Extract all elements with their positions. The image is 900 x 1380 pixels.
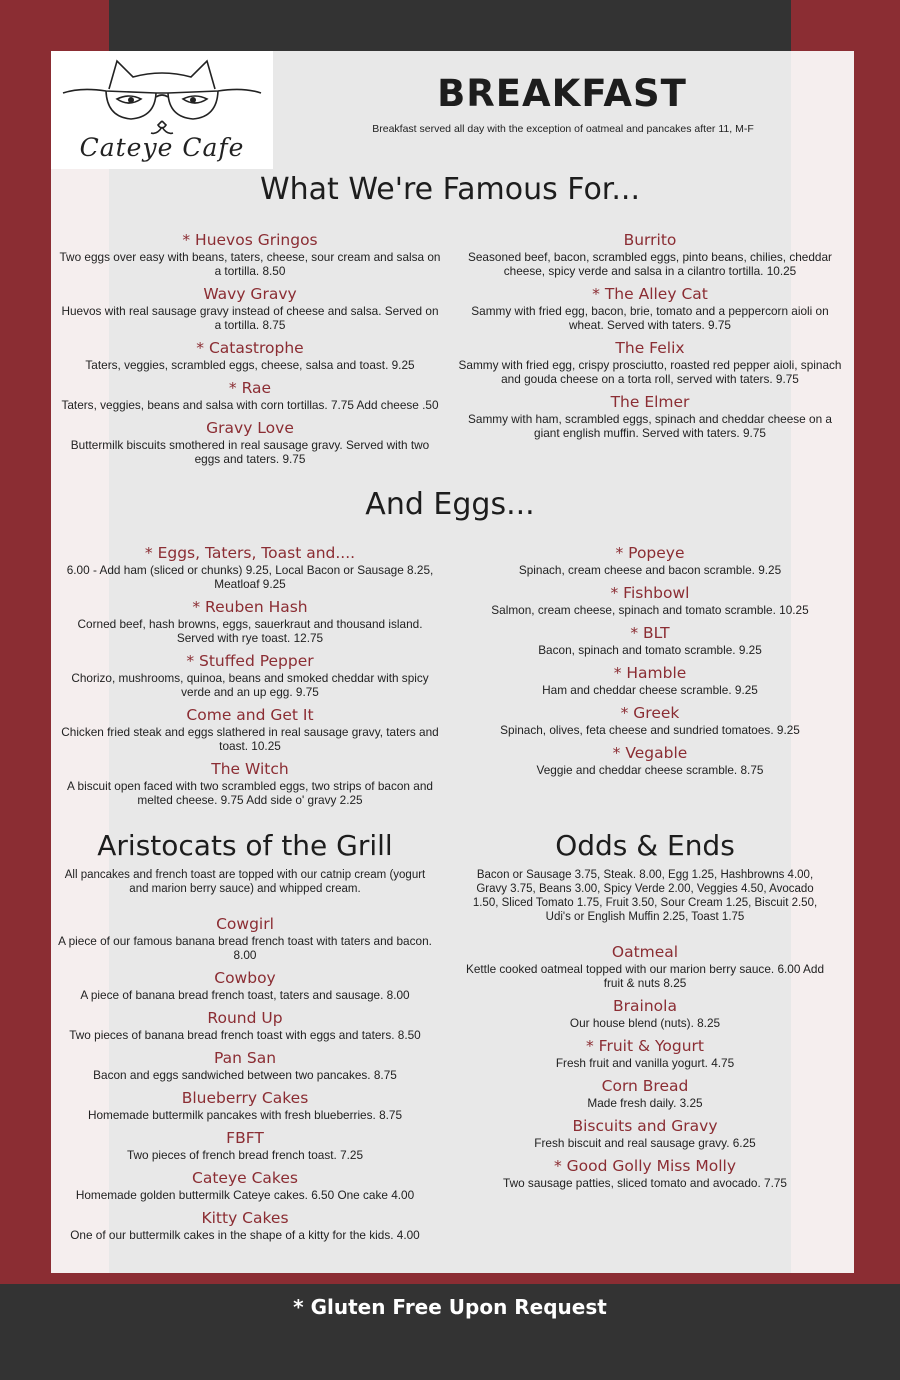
menu-item [458, 543, 842, 577]
item-description: Bacon, spinach and tomato scramble. 9.25 [538, 643, 762, 657]
item-description: Kettle cooked oatmeal topped with our marion berry sauce. 6.00 Add fruit & nuts 8.25 [465, 962, 825, 990]
item-name: Round Up [207, 1009, 283, 1027]
item-name: Burrito [623, 231, 677, 249]
item-name: * Hamble [613, 664, 687, 682]
cateye-cafe-logo [51, 51, 273, 169]
menu-item [58, 1088, 432, 1122]
menu-item [458, 1076, 832, 1110]
menu-item [458, 743, 842, 777]
famous-left-column [58, 230, 442, 472]
item-name: * The Alley Cat [592, 285, 708, 303]
item-description: Taters, veggies, beans and salsa with corn tortillas. 7.75 Add cheese .50 [61, 398, 439, 412]
menu-item [58, 1008, 432, 1042]
item-description: Veggie and cheddar cheese scramble. 8.75 [536, 763, 764, 777]
item-description: Our house blend (nuts). 8.25 [569, 1016, 721, 1030]
item-name: FBFT [226, 1129, 264, 1147]
item-description: Bacon and eggs sandwiched between two pancakes. 8.75 [93, 1068, 397, 1082]
item-name: The Elmer [610, 393, 690, 411]
item-description: Chicken fried steak and eggs slathered in real sausage gravy, taters and toast. 10.25 [61, 725, 439, 753]
item-name: Corn Bread [601, 1077, 689, 1095]
gluten-free-note: * Gluten Free Upon Request [293, 1295, 607, 1319]
item-name: * Good Golly Miss Molly [553, 1157, 737, 1175]
item-name: * Reuben Hash [192, 598, 308, 616]
item-name: Cateye Cakes [192, 1169, 298, 1187]
grill-column [58, 914, 432, 1248]
menu-item [458, 284, 842, 332]
item-description: A biscuit open faced with two scrambled eggs, two strips of bacon and melted cheese. 9.75 Add side o' gravy 2.25 [67, 779, 433, 807]
item-name: The Witch [211, 760, 289, 778]
item-name: Biscuits and Gravy [572, 1117, 718, 1135]
item-name: Blueberry Cakes [181, 1089, 309, 1107]
item-description: Made fresh daily. 3.25 [587, 1096, 703, 1110]
item-description: Corned beef, hash browns, eggs, sauerkraut and thousand island. Served with rye toast. 12.75 [77, 617, 423, 645]
item-name: * Fishbowl [610, 584, 690, 602]
page-subtitle: Breakfast served all day with the exception of oatmeal and pancakes after 11, M-F [372, 123, 754, 135]
menu-item [458, 623, 842, 657]
menu-item [58, 1208, 432, 1242]
item-description: Salmon, cream cheese, spinach and tomato scramble. 10.25 [491, 603, 809, 617]
item-description: One of our buttermilk cakes in the shape of a kitty for the kids. 4.00 [70, 1228, 420, 1242]
item-name: Come and Get It [186, 706, 314, 724]
item-name: * Eggs, Taters, Toast and.... [144, 544, 356, 562]
menu-item [58, 378, 442, 412]
menu-item [58, 418, 442, 466]
grill-heading: Aristocats of the Grill [97, 829, 393, 862]
logo-text: Cateye Cafe [79, 133, 245, 162]
item-description: Spinach, olives, feta cheese and sundried tomatoes. 9.25 [500, 723, 800, 737]
item-description: Ham and cheddar cheese scramble. 9.25 [542, 683, 758, 697]
eggs-heading: And Eggs... [365, 487, 535, 522]
item-description: A piece of our famous banana bread french toast with taters and bacon. 8.00 [58, 934, 432, 962]
menu-item [58, 338, 442, 372]
item-description: Two pieces of banana bread french toast with eggs and taters. 8.50 [69, 1028, 421, 1042]
odds-column [458, 942, 832, 1196]
item-name: Gravy Love [206, 419, 294, 437]
item-name: * Vegable [612, 744, 688, 762]
menu-item [58, 1128, 432, 1162]
item-name: * Huevos Gringos [182, 231, 318, 249]
item-description: Huevos with real sausage gravy instead of cheese and salsa. Served on a tortilla. 8.75 [61, 304, 439, 332]
item-name: Cowgirl [216, 915, 274, 933]
item-name: Pan San [213, 1049, 277, 1067]
item-name: * Catastrophe [196, 339, 304, 357]
item-description: Taters, veggies, scrambled eggs, cheese, salsa and toast. 9.25 [85, 358, 415, 372]
item-description: Two eggs over easy with beans, taters, cheese, sour cream and salsa on a tortilla. 8.50 [59, 250, 441, 278]
odds-heading: Odds & Ends [555, 829, 735, 862]
odds-note: Bacon or Sausage 3.75, Steak. 8.00, Egg 1.25, Hashbrowns 4.00, Gravy 3.75, Beans 3.00, Spicy Verde 2.00, Veggies 4.50, Avocado 1.50, Sliced Tomato 1.75, Fruit 3.50, Sour Cream 1.25, Biscuit 2.50, Udi's or English Muffin 2.25, Toast 1.75 [472, 869, 818, 923]
item-description: Sammy with fried egg, bacon, brie, tomato and a peppercorn aioli on wheat. Served with taters. 9.75 [471, 304, 829, 332]
menu-item [458, 583, 842, 617]
menu-item [58, 543, 442, 591]
famous-heading: What We're Famous For... [259, 172, 640, 207]
item-description: Homemade golden buttermilk Cateye cakes. 6.50 One cake 4.00 [75, 1188, 415, 1202]
item-description: Spinach, cream cheese and bacon scramble. 9.25 [518, 563, 782, 577]
item-description: Two sausage patties, sliced tomato and avocado. 7.75 [503, 1176, 787, 1190]
item-description: Sammy with fried egg, crispy prosciutto, roasted red pepper aioli, spinach and gouda cheese on a torta roll, served with taters. 9.75 [458, 358, 842, 386]
menu-item [458, 338, 842, 386]
menu-item [458, 996, 832, 1030]
cat-with-glasses-icon [51, 51, 273, 141]
item-description: Homemade buttermilk pancakes with fresh blueberries. 8.75 [87, 1108, 403, 1122]
menu-item [58, 1168, 432, 1202]
menu-item [58, 968, 432, 1002]
menu-item [458, 1036, 832, 1070]
menu-item [458, 942, 832, 990]
menu-item [58, 651, 442, 699]
menu-item [458, 392, 842, 440]
menu-item [58, 914, 432, 962]
menu-item [58, 705, 442, 753]
grill-note: All pancakes and french toast are topped with our catnip cream (yogurt and marion berry sauce) and whipped cream. [64, 869, 426, 895]
item-name: * Stuffed Pepper [186, 652, 314, 670]
item-description: Chorizo, mushrooms, quinoa, beans and smoked cheddar with spicy verde and an up egg. 9.75 [71, 671, 429, 699]
item-name: * BLT [630, 624, 670, 642]
menu-item [58, 230, 442, 278]
item-name: The Felix [615, 339, 685, 357]
menu-item [58, 597, 442, 645]
eggs-left-column [58, 543, 442, 813]
eggs-right-column [458, 543, 842, 783]
item-name: Oatmeal [611, 943, 679, 961]
item-description: Two pieces of french bread french toast. 7.25 [126, 1148, 364, 1162]
menu-item [58, 284, 442, 332]
item-description: Fresh fruit and vanilla yogurt. 4.75 [555, 1056, 735, 1070]
page-title: BREAKFAST [437, 72, 687, 115]
menu-item [58, 1048, 432, 1082]
famous-right-column [458, 230, 842, 446]
menu-item [458, 663, 842, 697]
menu-item [458, 1116, 832, 1150]
item-name: Cowboy [214, 969, 276, 987]
menu-item [458, 703, 842, 737]
menu-item [58, 759, 442, 807]
item-description: A piece of banana bread french toast, taters and sausage. 8.00 [80, 988, 410, 1002]
item-description: 6.00 - Add ham (sliced or chunks) 9.25, Local Bacon or Sausage 8.25, Meatloaf 9.25 [66, 563, 434, 591]
top-bar [109, 0, 791, 51]
item-description: Buttermilk biscuits smothered in real sausage gravy. Served with two eggs and taters. 9.75 [70, 438, 430, 466]
menu-item [458, 230, 842, 278]
item-name: Kitty Cakes [201, 1209, 289, 1227]
item-name: * Rae [228, 379, 272, 397]
item-description: Fresh biscuit and real sausage gravy. 6.25 [534, 1136, 756, 1150]
menu-item [458, 1156, 832, 1190]
item-name: * Popeye [615, 544, 685, 562]
item-name: * Greek [620, 704, 680, 722]
item-name: Wavy Gravy [203, 285, 297, 303]
item-name: Brainola [613, 997, 677, 1015]
item-description: Seasoned beef, bacon, scrambled eggs, pinto beans, chilies, cheddar cheese, spicy verde and salsa in a cilantro tortilla. 10.25 [468, 250, 832, 278]
item-description: Sammy with ham, scrambled eggs, spinach and cheddar cheese on a giant english muffin. Served with taters. 9.75 [468, 412, 832, 440]
item-name: * Fruit & Yogurt [586, 1037, 704, 1055]
